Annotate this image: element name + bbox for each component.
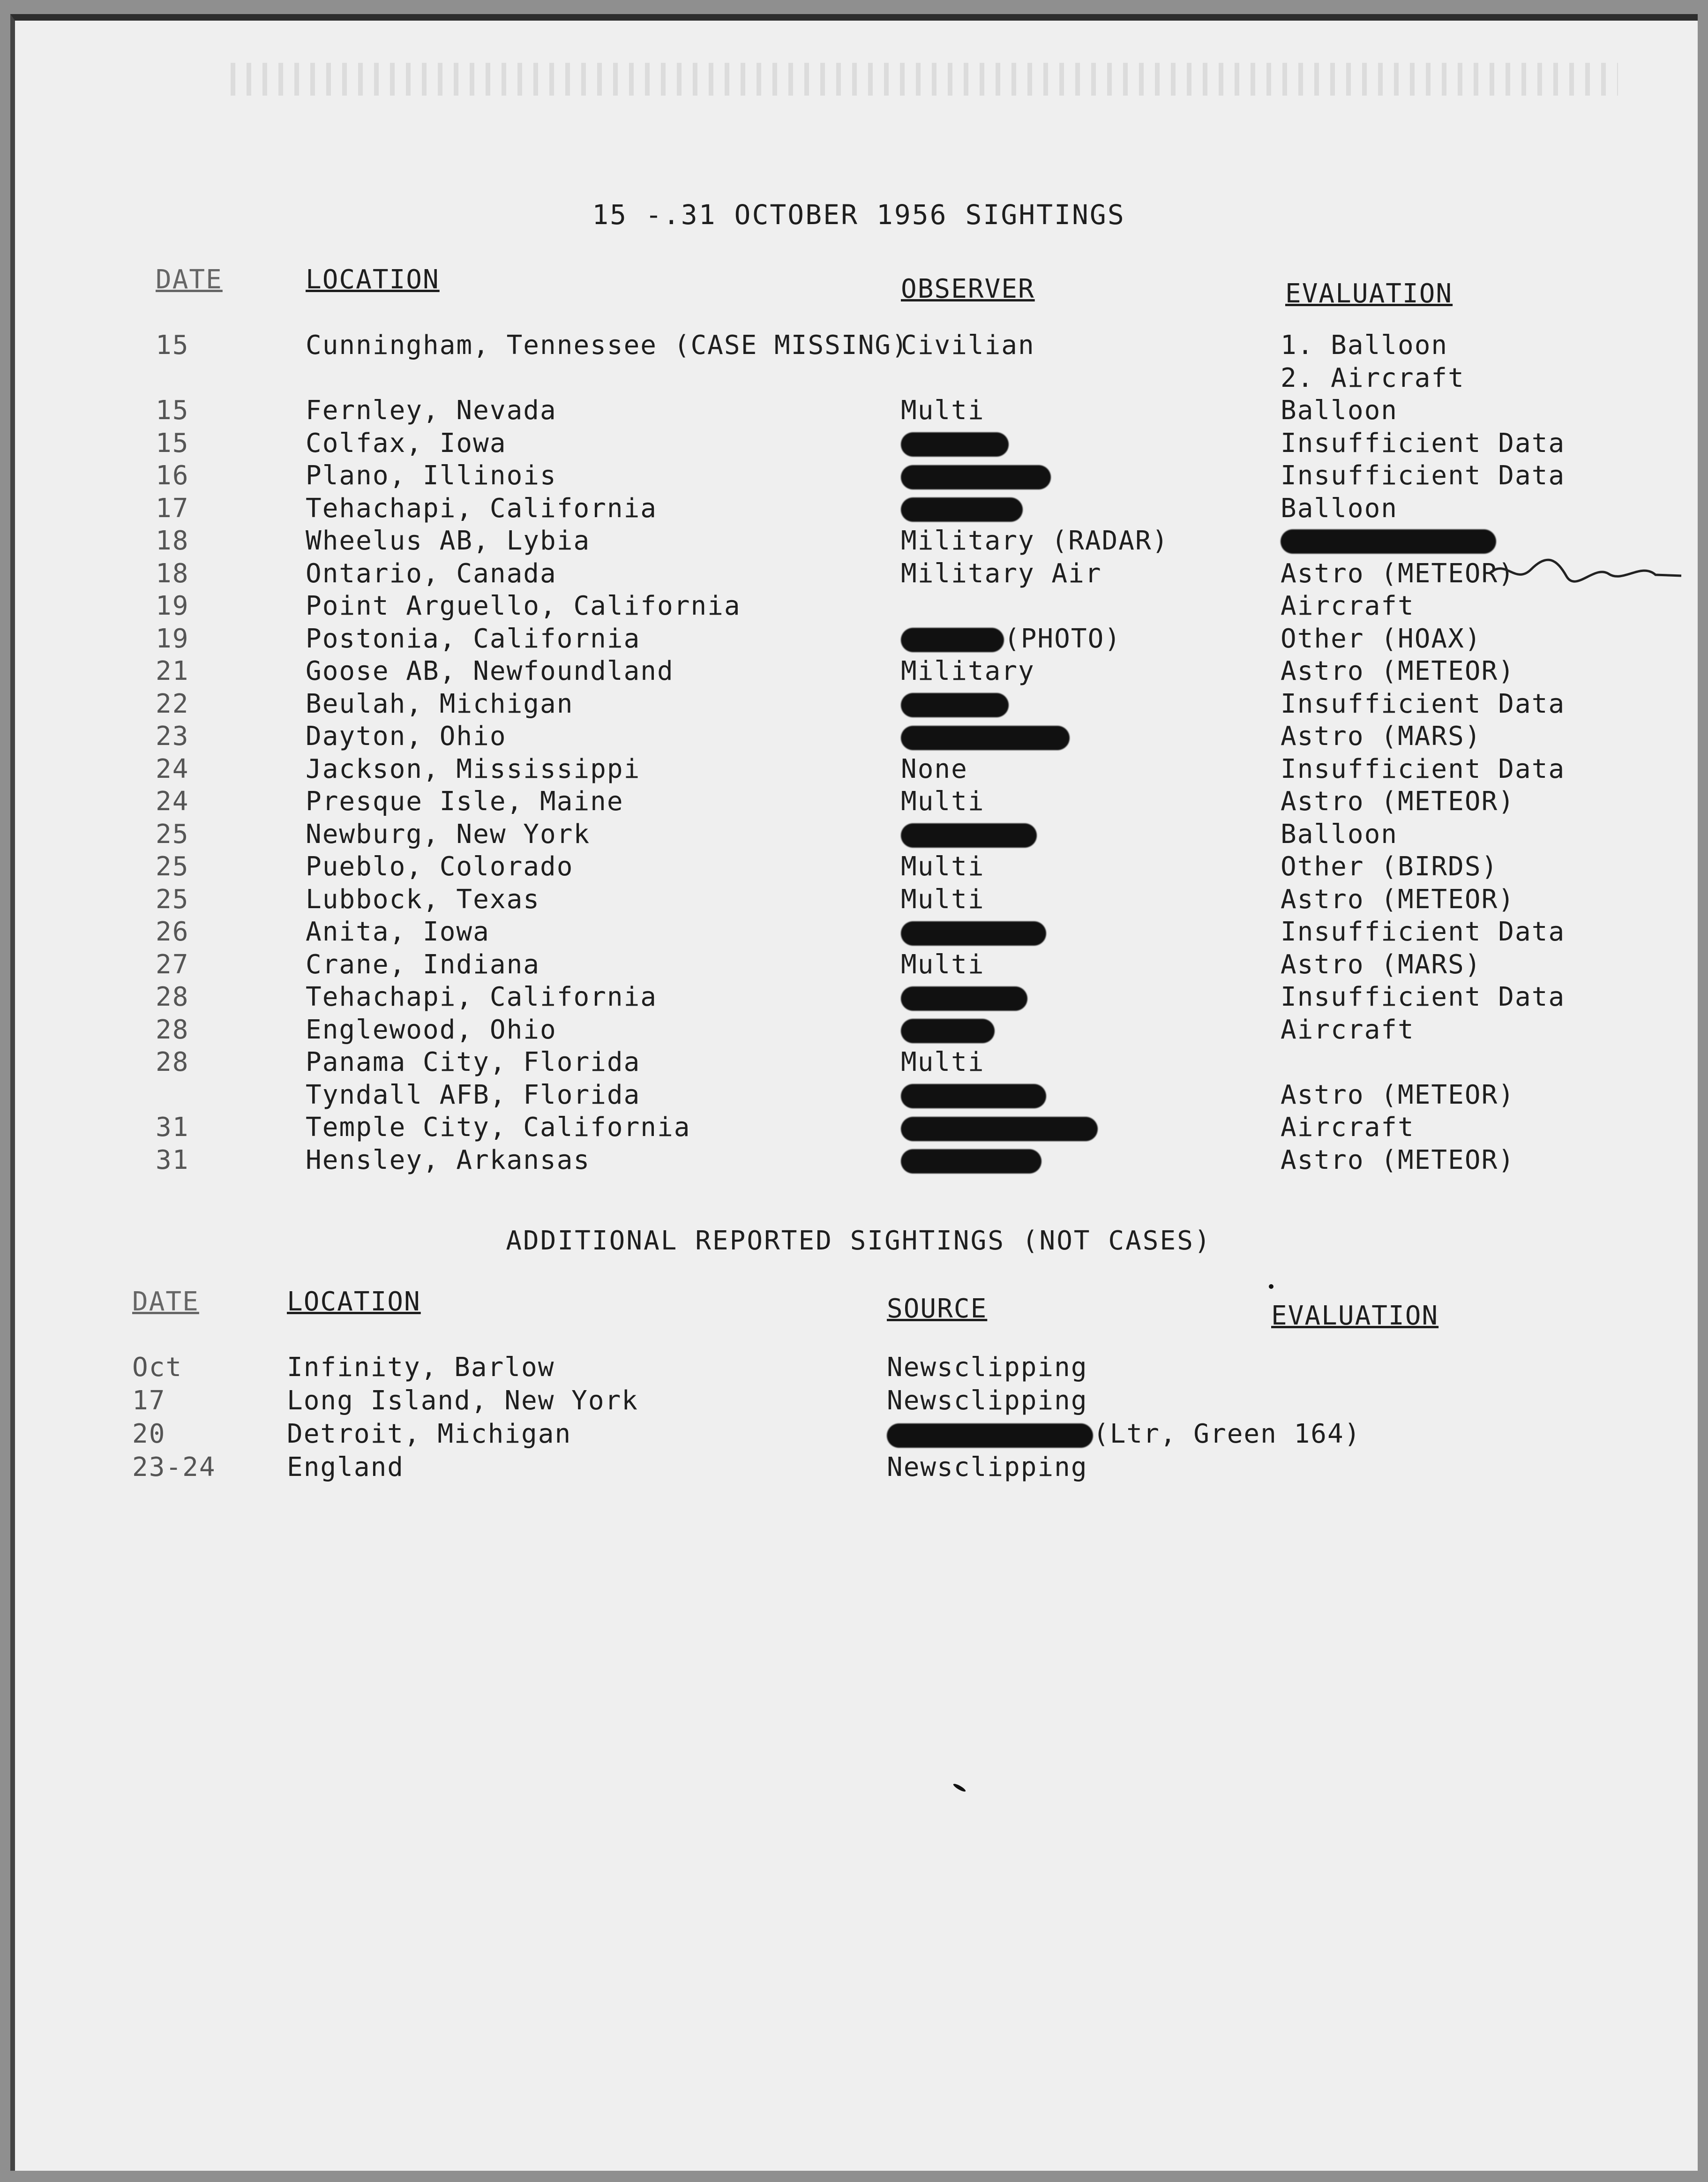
additional-source: Newsclipping	[887, 1385, 1088, 1416]
row-location: Tehachapi, California	[306, 982, 658, 1012]
row-observer-cell	[901, 330, 1035, 361]
row-evaluation: Insufficient Data	[1281, 688, 1566, 719]
additional-row	[15, 1352, 1702, 1385]
row-observer: Multi	[901, 1047, 985, 1077]
table-row	[15, 884, 1702, 917]
top-noise-strip	[231, 63, 1618, 96]
additional-source: Newsclipping	[887, 1452, 1088, 1482]
table-row	[15, 1047, 1702, 1080]
row-location: Presque Isle, Maine	[306, 786, 624, 817]
row-location: Goose AB, Newfoundland	[306, 656, 674, 686]
additional-source-cell	[887, 1452, 1088, 1482]
row-observer-cell	[901, 689, 1009, 719]
row-observer: Military (RADAR)	[901, 526, 1169, 556]
header-evaluation: EVALUATION	[1285, 278, 1453, 309]
row-observer-cell	[901, 917, 1046, 947]
row-observer-cell	[901, 982, 1027, 1012]
redaction-mark	[1281, 529, 1496, 554]
redaction-mark	[901, 432, 1009, 457]
additional-header-source: SOURCE	[887, 1294, 988, 1324]
additional-date: Oct	[132, 1352, 183, 1383]
row-observer-cell	[901, 721, 1070, 752]
row-observer-cell	[901, 460, 1051, 491]
row-observer-cell	[901, 558, 1102, 589]
row-date: 25	[156, 851, 189, 882]
redaction-mark	[901, 497, 1023, 522]
row-date: 25	[156, 819, 189, 850]
row-observer-cell	[901, 1112, 1098, 1143]
row-evaluation: Balloon	[1281, 493, 1398, 524]
row-location: Colfax, Iowa	[306, 428, 507, 459]
table-row	[15, 851, 1702, 884]
row-location: Jackson, Mississippi	[306, 753, 641, 784]
table-row	[15, 1145, 1702, 1178]
row-observer: Military Air	[901, 558, 1102, 589]
redaction-mark	[901, 693, 1009, 717]
row-evaluation: Astro (METEOR)	[1281, 1144, 1515, 1175]
additional-row	[15, 1452, 1702, 1485]
table-row	[15, 395, 1702, 428]
additional-date: 17	[132, 1385, 166, 1416]
row-observer: Multi	[901, 949, 985, 980]
redaction-mark	[901, 921, 1046, 946]
additional-header-date: DATE	[132, 1287, 199, 1317]
redaction-mark	[901, 1019, 995, 1043]
row-date: 17	[156, 493, 189, 524]
row-location: Ontario, Canada	[306, 558, 557, 589]
row-date: 24	[156, 753, 189, 784]
row-evaluation: Insufficient Data	[1281, 753, 1566, 784]
additional-location: Detroit, Michigan	[287, 1419, 572, 1449]
row-date: 28	[156, 982, 189, 1012]
row-observer-cell	[901, 624, 1121, 654]
additional-header-evaluation: EVALUATION	[1271, 1301, 1439, 1331]
additional-location: Long Island, New York	[287, 1385, 639, 1416]
row-observer-cell	[901, 819, 1037, 850]
row-location: Wheelus AB, Lybia	[306, 526, 591, 556]
row-date: 19	[156, 591, 189, 621]
row-observer: Civilian	[901, 330, 1035, 361]
row-location: Panama City, Florida	[306, 1047, 641, 1077]
table-row	[15, 982, 1702, 1015]
row-date: 31	[156, 1144, 189, 1175]
table-row	[15, 721, 1702, 754]
additional-source: Newsclipping	[887, 1352, 1088, 1383]
table-row	[15, 624, 1702, 656]
row-evaluation: Aircraft	[1281, 591, 1415, 621]
row-evaluation: Astro (METEOR)	[1281, 656, 1515, 686]
row-location: Crane, Indiana	[306, 949, 540, 980]
table-row	[15, 689, 1702, 722]
row-observer-cell	[901, 1047, 985, 1077]
row-evaluation: Insufficient Data	[1281, 428, 1566, 459]
table-row	[15, 363, 1702, 396]
row-observer-cell	[901, 851, 985, 882]
row-evaluation: 1. Balloon	[1281, 330, 1448, 361]
redaction-mark	[901, 726, 1070, 750]
row-date: 27	[156, 949, 189, 980]
table-row	[15, 1015, 1702, 1047]
row-location: Englewood, Ohio	[306, 1014, 557, 1045]
row-observer: Multi	[901, 395, 985, 426]
table-row	[15, 526, 1702, 558]
row-observer: Military	[901, 656, 1035, 686]
table-row	[15, 428, 1702, 461]
table-row	[15, 917, 1702, 949]
row-evaluation: Aircraft	[1281, 1014, 1415, 1045]
row-location: Pueblo, Colorado	[306, 851, 574, 882]
row-evaluation: Insufficient Data	[1281, 917, 1566, 947]
row-location: Newburg, New York	[306, 819, 591, 850]
redaction-mark	[901, 986, 1027, 1011]
row-location: Tyndall AFB, Florida	[306, 1079, 641, 1110]
row-evaluation: Astro (METEOR)	[1281, 884, 1515, 915]
row-date: 18	[156, 526, 189, 556]
row-observer-cell	[901, 1145, 1041, 1175]
row-observer-cell	[901, 786, 985, 817]
row-location: Dayton, Ohio	[306, 721, 507, 752]
header-location: LOCATION	[306, 264, 440, 295]
row-observer-cell	[901, 949, 985, 980]
row-date: 31	[156, 1112, 189, 1143]
redaction-mark	[901, 1117, 1098, 1141]
row-evaluation: Other (BIRDS)	[1281, 851, 1498, 882]
row-location: Beulah, Michigan	[306, 688, 574, 719]
additional-sightings-title: ADDITIONAL REPORTED SIGHTINGS (NOT CASES)	[506, 1226, 1212, 1256]
row-date: 26	[156, 917, 189, 947]
row-date: 28	[156, 1014, 189, 1045]
row-date: 21	[156, 656, 189, 686]
additional-header-location: LOCATION	[287, 1287, 421, 1317]
table-row	[15, 1080, 1702, 1113]
table-row	[15, 656, 1702, 689]
additional-date: 20	[132, 1419, 166, 1449]
additional-date: 23-24	[132, 1452, 216, 1482]
stray-mark	[952, 1783, 966, 1793]
redaction-mark	[901, 1149, 1041, 1174]
stray-dot	[1269, 1284, 1274, 1289]
row-date: 19	[156, 623, 189, 654]
table-row	[15, 754, 1702, 787]
document-page	[10, 14, 1698, 2171]
row-evaluation: Astro (METEOR)	[1281, 1079, 1515, 1110]
additional-location: Infinity, Barlow	[287, 1352, 555, 1383]
row-date: 15	[156, 330, 189, 361]
table-row	[15, 460, 1702, 493]
row-location: Tehachapi, California	[306, 493, 658, 524]
table-row	[15, 558, 1702, 591]
row-location: Cunningham, Tennessee (CASE MISSING)	[306, 330, 908, 361]
row-date: 23	[156, 721, 189, 752]
row-evaluation: Other (HOAX)	[1281, 623, 1482, 654]
row-evaluation: Astro (MARS)	[1281, 721, 1482, 752]
row-observer-cell	[901, 754, 968, 784]
row-date: 16	[156, 460, 189, 491]
additional-row	[15, 1419, 1702, 1452]
redaction-mark	[887, 1423, 1093, 1448]
header-date: DATE	[156, 264, 223, 295]
row-evaluation: Astro (METEOR)	[1281, 786, 1515, 817]
redaction-mark	[901, 1084, 1046, 1108]
row-observer: (PHOTO)	[1004, 623, 1122, 654]
row-observer: Multi	[901, 786, 985, 817]
page-title: 15 -.31 OCTOBER 1956 SIGHTINGS	[592, 199, 1125, 231]
row-date: 15	[156, 395, 189, 426]
redaction-mark	[901, 465, 1051, 489]
row-location: Temple City, California	[306, 1112, 691, 1143]
row-observer: Multi	[901, 851, 985, 882]
row-date: 22	[156, 688, 189, 719]
row-evaluation: Aircraft	[1281, 1112, 1415, 1143]
row-observer-cell	[901, 656, 1035, 686]
row-observer-cell	[901, 526, 1169, 556]
row-observer-cell	[901, 428, 1009, 459]
additional-source-cell	[887, 1352, 1088, 1383]
additional-source-cell	[887, 1385, 1088, 1416]
row-observer-cell	[901, 395, 985, 426]
row-date: 28	[156, 1047, 189, 1077]
row-evaluation: Insufficient Data	[1281, 460, 1566, 491]
row-date: 24	[156, 786, 189, 817]
row-location: Lubbock, Texas	[306, 884, 540, 915]
row-date: 15	[156, 428, 189, 459]
row-location: Hensley, Arkansas	[306, 1144, 591, 1175]
table-row	[15, 330, 1702, 363]
row-observer: Multi	[901, 884, 985, 915]
table-row	[15, 493, 1702, 526]
handwritten-annotation	[1487, 555, 1684, 588]
row-evaluation: Insufficient Data	[1281, 982, 1566, 1012]
row-location: Postonia, California	[306, 623, 641, 654]
row-date: 18	[156, 558, 189, 589]
row-location: Anita, Iowa	[306, 917, 490, 947]
additional-source: (Ltr, Green 164)	[1093, 1419, 1361, 1449]
table-row	[15, 786, 1702, 819]
additional-row	[15, 1385, 1702, 1418]
table-row	[15, 591, 1702, 624]
row-evaluation: Balloon	[1281, 819, 1398, 850]
table-row	[15, 1112, 1702, 1145]
row-evaluation: Astro (MARS)	[1281, 949, 1482, 980]
row-evaluation: 2. Aircraft	[1281, 362, 1465, 393]
row-evaluation: Astro (METEOR)	[1281, 558, 1515, 589]
row-observer-cell	[901, 884, 985, 915]
redaction-mark	[901, 823, 1037, 848]
row-date: 25	[156, 884, 189, 915]
row-location: Point Arguello, California	[306, 591, 741, 621]
row-observer-cell	[901, 493, 1023, 524]
row-observer-cell	[901, 1015, 995, 1045]
row-location: Plano, Illinois	[306, 460, 557, 491]
redaction-mark	[901, 628, 1004, 652]
additional-location: England	[287, 1452, 405, 1482]
header-observer: OBSERVER	[901, 274, 1035, 304]
table-row	[15, 819, 1702, 852]
row-evaluation: Balloon	[1281, 395, 1398, 426]
additional-source-cell	[887, 1419, 1361, 1449]
row-observer: None	[901, 753, 968, 784]
table-row	[15, 949, 1702, 982]
row-observer-cell	[901, 1080, 1046, 1110]
row-location: Fernley, Nevada	[306, 395, 557, 426]
